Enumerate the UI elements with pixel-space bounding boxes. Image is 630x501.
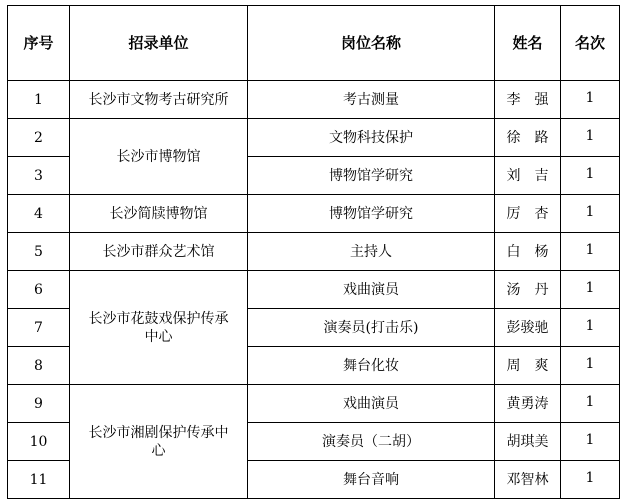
- rank-value: 1: [585, 432, 595, 448]
- cell-rank: [561, 233, 620, 271]
- cell-unit: [70, 81, 248, 119]
- rank-value: 1: [585, 242, 595, 258]
- cell-post: 主持人: [248, 233, 495, 271]
- table-row: [8, 81, 620, 119]
- cell-name: 彭骏驰: [495, 309, 561, 347]
- table-row: [8, 119, 620, 157]
- cell-no: 5: [8, 233, 70, 271]
- cell-post: 演奏员（二胡）: [248, 423, 495, 461]
- cell-no: 11: [8, 461, 70, 499]
- cell-name: 周 爽: [495, 347, 561, 385]
- cell-name: 白 杨: [495, 233, 561, 271]
- cell-no: 3: [8, 157, 70, 195]
- cell-no: 2: [8, 119, 70, 157]
- cell-no: 6: [8, 271, 70, 309]
- rank-value: 1: [585, 394, 595, 410]
- cell-no: 9: [8, 385, 70, 423]
- cell-post: 博物馆学研究: [248, 157, 495, 195]
- cell-rank: [561, 385, 620, 423]
- cell-name: 徐 路: [495, 119, 561, 157]
- unit-label: 长沙市花鼓戏保护传承中心: [88, 310, 229, 345]
- table-row: [8, 195, 620, 233]
- cell-rank: [561, 119, 620, 157]
- cell-post: 考古测量: [248, 81, 495, 119]
- cell-name: 刘 吉: [495, 157, 561, 195]
- cell-post: 文物科技保护: [248, 119, 495, 157]
- cell-rank: [561, 195, 620, 233]
- header-row: [8, 6, 620, 81]
- cell-rank: [561, 347, 620, 385]
- cell-post: 舞台化妆: [248, 347, 495, 385]
- unit-label: 长沙市群众艺术馆: [102, 243, 215, 260]
- cell-rank: [561, 461, 620, 499]
- cell-rank: [561, 271, 620, 309]
- rank-value: 1: [585, 128, 595, 144]
- header-name: 姓名: [495, 6, 561, 81]
- cell-name: 厉 杏: [495, 195, 561, 233]
- cell-no: 4: [8, 195, 70, 233]
- rank-value: 1: [585, 280, 595, 296]
- cell-name: 胡琪美: [495, 423, 561, 461]
- cell-unit: [70, 233, 248, 271]
- cell-post: 戏曲演员: [248, 385, 495, 423]
- cell-unit: [70, 271, 248, 385]
- rank-value: 1: [585, 318, 595, 334]
- cell-unit: [70, 195, 248, 233]
- cell-no: 8: [8, 347, 70, 385]
- cell-unit: [70, 119, 248, 195]
- cell-no: 1: [8, 81, 70, 119]
- unit-label: 长沙简牍博物馆: [109, 205, 208, 222]
- rank-value: 1: [585, 166, 595, 182]
- cell-post: 博物馆学研究: [248, 195, 495, 233]
- rank-value: 1: [585, 470, 595, 486]
- header-no: 序号: [8, 6, 70, 81]
- cell-rank: [561, 81, 620, 119]
- unit-label: 长沙市湘剧保护传承中心: [88, 424, 229, 459]
- cell-post: 舞台音响: [248, 461, 495, 499]
- cell-name: 邓智林: [495, 461, 561, 499]
- cell-rank: [561, 423, 620, 461]
- cell-rank: [561, 309, 620, 347]
- rank-value: 1: [585, 204, 595, 220]
- recruitment-table: [7, 5, 620, 499]
- header-rank: 名次: [561, 6, 620, 81]
- cell-name: 汤 丹: [495, 271, 561, 309]
- cell-unit: [70, 385, 248, 499]
- cell-no: 10: [8, 423, 70, 461]
- header-post: 岗位名称: [248, 6, 495, 81]
- table-row: [8, 233, 620, 271]
- cell-rank: [561, 157, 620, 195]
- cell-name: 黄勇涛: [495, 385, 561, 423]
- cell-post: 戏曲演员: [248, 271, 495, 309]
- header-unit: 招录单位: [70, 6, 248, 81]
- cell-name: 李 强: [495, 81, 561, 119]
- rank-value: 1: [585, 90, 595, 106]
- rank-value: 1: [585, 356, 595, 372]
- cell-no: 7: [8, 309, 70, 347]
- table-row: [8, 385, 620, 423]
- unit-label: 长沙市博物馆: [116, 148, 201, 165]
- unit-label: 长沙市文物考古研究所: [88, 91, 229, 108]
- cell-post: 演奏员(打击乐): [248, 309, 495, 347]
- table-row: [8, 271, 620, 309]
